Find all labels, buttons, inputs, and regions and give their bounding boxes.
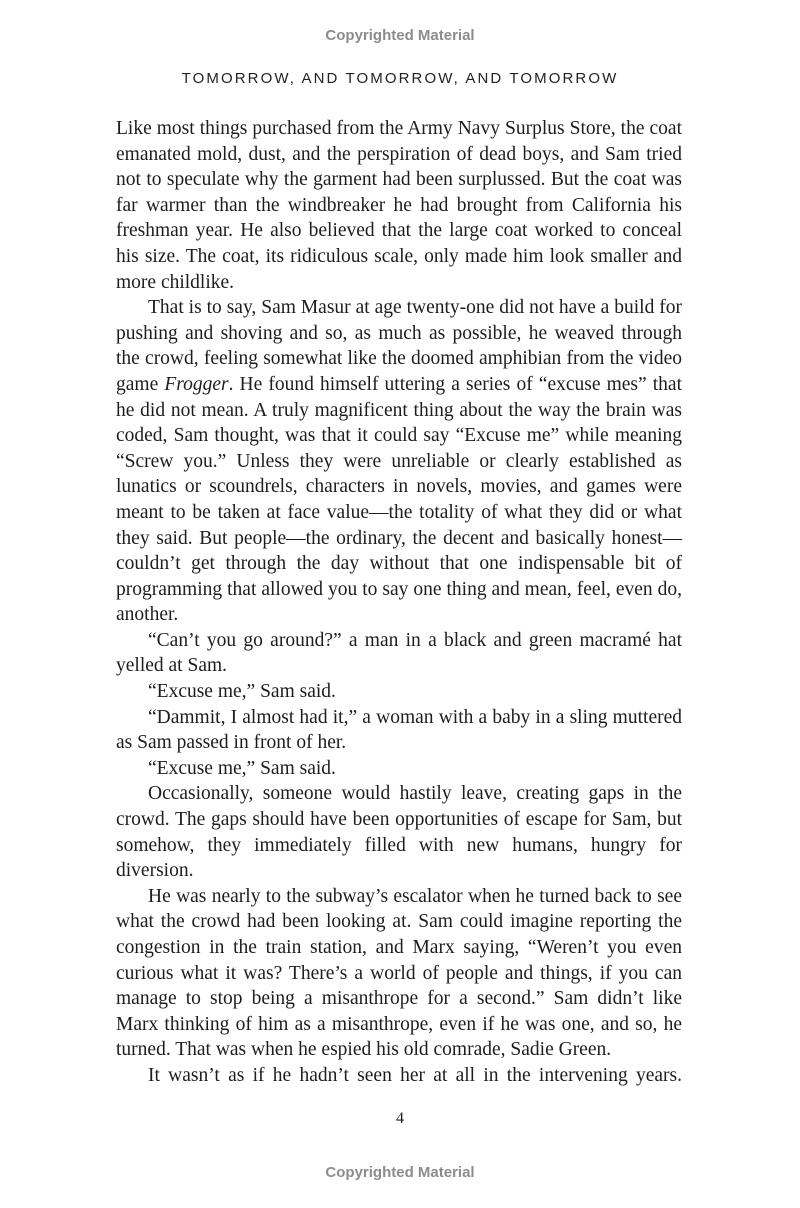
paragraph-6: “Excuse me,” Sam said. (148, 757, 336, 779)
copyright-watermark-top: Copyrighted Material (325, 27, 475, 44)
paragraph-9: It wasn’t as if he hadn’t seen her at all in the intervening years. (148, 1064, 682, 1086)
paragraph-8: He was nearly to the subway’s escalator when he turned back to see what the crowd had been looking at. Sam could imagine reporting the congestion in the train station, and Marx saying, “Weren’t you even curious what it was? There’s a world of people and things, if you can manage to stop being a misanthrope for a second.” Sam didn’t like Marx thinking of him as a misanthrope, even if he was one, and so, he turned. That was when he espied his old comrade, Sadie Green. (116, 885, 682, 1061)
game-title-frogger: Frogger (164, 373, 229, 395)
paragraph-2-part-2: . He found himself uttering a series of “excuse mes” that he did not mean. A truly magnificent thing about the way the brain was coded, Sam thought, was that it could say “Excuse me” while meaning “Screw you.” Unless they were unreliable or clearly established as lunatics or scoundrels, characters in novels, movies, and games were meant to be taken at face value—the totality of what they did or what they said. But people—the ordinary, the decent and basically honest—couldn’t get through the day without that one indispensable bit of programming that allowed you to say one thing and mean, feel, even do, another. (116, 373, 682, 626)
body-text (116, 116, 682, 1089)
copyright-watermark-bottom: Copyrighted Material (325, 1164, 475, 1181)
running-head: TOMORROW, AND TOMORROW, AND TOMORROW (181, 70, 619, 87)
paragraph-2-part-1: That is to say, Sam Masur at age twenty-one did not have a build for pushing and shoving and so, as much as possible, he weaved through the crowd, feeling somewhat like the doomed amphibian from the video game (116, 297, 682, 395)
paragraph-3: “Can’t you go around?” a man in a black and green macramé hat yelled at Sam. (116, 629, 682, 677)
paragraph-5: “Dammit, I almost had it,” a woman with a baby in a sling muttered as Sam passed in front of her. (116, 706, 682, 754)
paragraph-2 (116, 295, 682, 628)
paragraph-4: “Excuse me,” Sam said. (148, 681, 336, 703)
paragraph-7: Occasionally, someone would hastily leave, creating gaps in the crowd. The gaps should have been opportunities of escape for Sam, but somehow, they immediately filled with new humans, hungry for diversion. (116, 783, 682, 882)
paragraph-1: Like most things purchased from the Army Navy Surplus Store, the coat emanated mold, dust, and the perspiration of dead boys, and Sam tried not to speculate why the garment had been surplussed. But the coat was far warmer than the windbreaker he had brought from California his freshman year. He also believed that the large coat worked to conceal his size. The coat, its ridiculous scale, only made him look smaller and more childlike. (116, 118, 682, 293)
page-number: 4 (396, 1110, 404, 1127)
